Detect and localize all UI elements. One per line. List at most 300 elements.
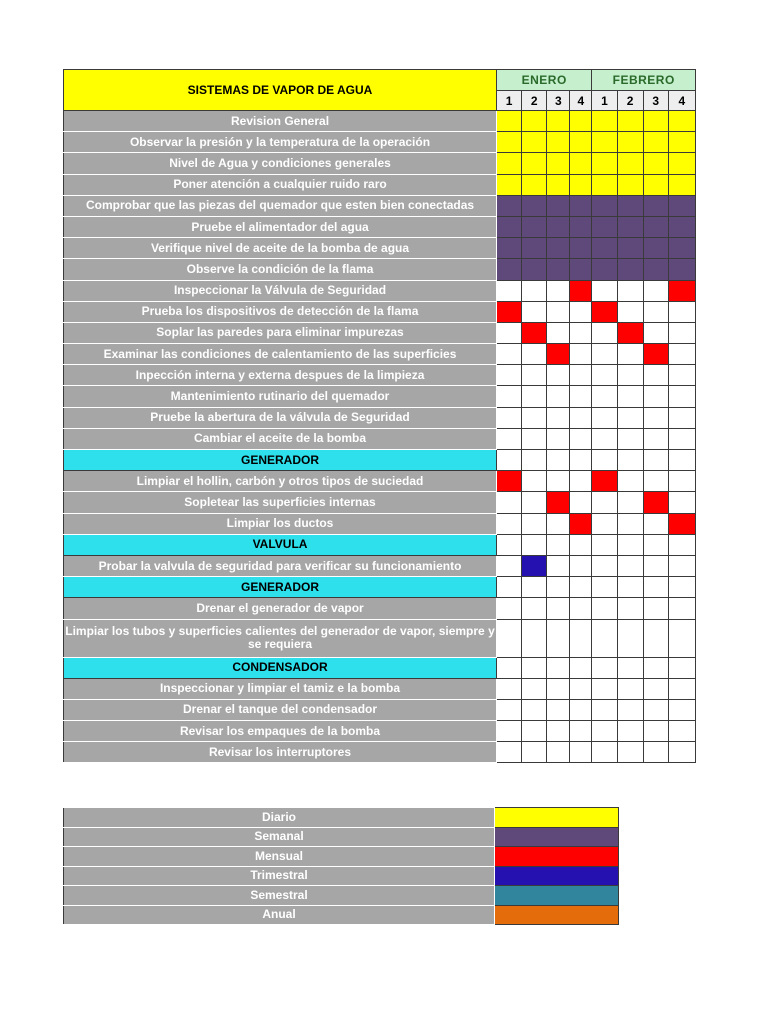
schedule-cell: [592, 132, 617, 153]
task-row: [64, 742, 696, 763]
schedule-cell: [668, 555, 695, 576]
task-row: [64, 111, 696, 132]
schedule-cell: [617, 471, 643, 492]
frequency-legend: [63, 807, 619, 925]
task-label: Examinar las condiciones de calentamiento de las superficies: [64, 344, 497, 365]
schedule-cell: [668, 721, 695, 742]
schedule-cell: [592, 301, 617, 322]
schedule-cell: [547, 428, 570, 449]
schedule-cell: [668, 259, 695, 280]
schedule-cell: [497, 742, 522, 763]
schedule-cell: [570, 407, 592, 428]
task-label: Comprobar que las piezas del quemador que esten bien conectadas: [64, 195, 497, 216]
section-label: GENERADOR: [64, 577, 497, 598]
schedule-cell: [592, 386, 617, 407]
schedule-cell: [497, 132, 522, 153]
task-row: [64, 153, 696, 174]
schedule-cell: [643, 742, 668, 763]
schedule-cell: [668, 471, 695, 492]
task-row: [64, 132, 696, 153]
legend-swatch: [495, 808, 619, 828]
schedule-cell: [547, 344, 570, 365]
task-row: [64, 471, 696, 492]
schedule-cell: [617, 657, 643, 678]
legend-label: Trimestral: [64, 866, 495, 886]
schedule-cell: [570, 344, 592, 365]
schedule-cell: [617, 344, 643, 365]
schedule-cell: [592, 216, 617, 237]
schedule-cell: [668, 111, 695, 132]
schedule-cell: [643, 471, 668, 492]
schedule-cell: [497, 344, 522, 365]
schedule-cell: [617, 322, 643, 343]
schedule-cell: [617, 555, 643, 576]
task-label: Pruebe el alimentador del agua: [64, 216, 497, 237]
schedule-cell: [547, 619, 570, 657]
schedule-cell: [570, 216, 592, 237]
schedule-cell: [643, 513, 668, 534]
schedule-cell: [570, 280, 592, 301]
schedule-cell: [570, 678, 592, 699]
schedule-cell: [570, 132, 592, 153]
schedule-cell: [668, 132, 695, 153]
schedule-cell: [497, 555, 522, 576]
schedule-cell: [497, 534, 522, 555]
schedule-cell: [570, 619, 592, 657]
schedule-cell: [643, 598, 668, 619]
section-header-row: [64, 450, 696, 471]
schedule-cell: [617, 174, 643, 195]
schedule-cell: [668, 238, 695, 259]
schedule-cell: [617, 238, 643, 259]
schedule-cell: [668, 619, 695, 657]
week-header: 4: [570, 91, 592, 111]
schedule-cell: [668, 699, 695, 720]
section-label: CONDENSADOR: [64, 657, 497, 678]
task-row: [64, 386, 696, 407]
schedule-cell: [643, 678, 668, 699]
schedule-cell: [643, 259, 668, 280]
schedule-cell: [643, 216, 668, 237]
schedule-cell: [522, 386, 547, 407]
schedule-cell: [592, 492, 617, 513]
schedule-cell: [668, 534, 695, 555]
legend-swatch: [495, 827, 619, 847]
schedule-cell: [668, 195, 695, 216]
schedule-cell: [592, 280, 617, 301]
schedule-cell: [522, 577, 547, 598]
task-row: [64, 721, 696, 742]
legend-swatch: [495, 905, 619, 925]
schedule-cell: [570, 577, 592, 598]
task-label: Limpiar los ductos: [64, 513, 497, 534]
schedule-cell: [592, 195, 617, 216]
schedule-cell: [592, 174, 617, 195]
section-header-row: [64, 657, 696, 678]
schedule-cell: [643, 280, 668, 301]
task-row: [64, 428, 696, 449]
schedule-cell: [592, 555, 617, 576]
schedule-cell: [617, 699, 643, 720]
schedule-cell: [547, 132, 570, 153]
section-label: VALVULA: [64, 534, 497, 555]
schedule-cell: [643, 365, 668, 386]
task-label: Prueba los dispositivos de detección de la flama: [64, 301, 497, 322]
schedule-cell: [547, 721, 570, 742]
schedule-cell: [497, 280, 522, 301]
schedule-cell: [570, 259, 592, 280]
legend-row: [64, 905, 619, 925]
week-header: 2: [522, 91, 547, 111]
schedule-cell: [570, 195, 592, 216]
schedule-cell: [592, 344, 617, 365]
schedule-cell: [668, 492, 695, 513]
schedule-cell: [497, 365, 522, 386]
schedule-cell: [497, 153, 522, 174]
schedule-cell: [570, 386, 592, 407]
task-row: [64, 259, 696, 280]
legend-row: [64, 827, 619, 847]
schedule-cell: [668, 322, 695, 343]
task-label: Drenar el generador de vapor: [64, 598, 497, 619]
schedule-cell: [617, 195, 643, 216]
schedule-cell: [570, 534, 592, 555]
task-label: Limpiar los tubos y superficies calientes del generador de vapor, siempre y se requiera: [64, 619, 497, 657]
schedule-cell: [522, 407, 547, 428]
schedule-cell: [570, 428, 592, 449]
schedule-cell: [497, 657, 522, 678]
task-label: Revisar los empaques de la bomba: [64, 721, 497, 742]
schedule-cell: [668, 577, 695, 598]
task-label: Limpiar el hollin, carbón y otros tipos de suciedad: [64, 471, 497, 492]
schedule-cell: [522, 344, 547, 365]
schedule-cell: [643, 492, 668, 513]
schedule-cell: [497, 577, 522, 598]
schedule-cell: [668, 365, 695, 386]
schedule-cell: [522, 534, 547, 555]
schedule-cell: [547, 195, 570, 216]
task-row: [64, 492, 696, 513]
schedule-cell: [570, 699, 592, 720]
schedule-cell: [617, 534, 643, 555]
schedule-cell: [668, 407, 695, 428]
schedule-cell: [522, 153, 547, 174]
schedule-cell: [592, 407, 617, 428]
week-header: 2: [617, 91, 643, 111]
schedule-cell: [570, 174, 592, 195]
schedule-cell: [522, 301, 547, 322]
legend-label: Mensual: [64, 847, 495, 867]
schedule-cell: [570, 111, 592, 132]
schedule-cell: [592, 598, 617, 619]
week-header: 3: [643, 91, 668, 111]
schedule-cell: [570, 742, 592, 763]
schedule-cell: [617, 132, 643, 153]
schedule-cell: [497, 471, 522, 492]
task-row: [64, 238, 696, 259]
legend-row: [64, 847, 619, 867]
schedule-cell: [522, 450, 547, 471]
schedule-cell: [617, 513, 643, 534]
schedule-cell: [570, 450, 592, 471]
schedule-cell: [497, 678, 522, 699]
legend-row: [64, 886, 619, 906]
week-header: 4: [668, 91, 695, 111]
schedule-cell: [497, 598, 522, 619]
schedule-cell: [522, 513, 547, 534]
schedule-cell: [617, 721, 643, 742]
schedule-cell: [570, 322, 592, 343]
schedule-cell: [617, 619, 643, 657]
legend-label: Semestral: [64, 886, 495, 906]
schedule-cell: [643, 344, 668, 365]
schedule-cell: [547, 657, 570, 678]
task-row: [64, 598, 696, 619]
schedule-cell: [522, 238, 547, 259]
schedule-cell: [547, 386, 570, 407]
schedule-cell: [592, 577, 617, 598]
schedule-cell: [668, 386, 695, 407]
schedule-cell: [617, 577, 643, 598]
schedule-cell: [547, 598, 570, 619]
legend-row: [64, 866, 619, 886]
schedule-cell: [547, 577, 570, 598]
schedule-cell: [522, 657, 547, 678]
schedule-cell: [497, 450, 522, 471]
schedule-cell: [643, 153, 668, 174]
schedule-cell: [668, 174, 695, 195]
schedule-cell: [547, 555, 570, 576]
schedule-cell: [592, 322, 617, 343]
schedule-cell: [547, 407, 570, 428]
task-row: [64, 407, 696, 428]
task-label: Inspeccionar la Válvula de Seguridad: [64, 280, 497, 301]
legend-swatch: [495, 886, 619, 906]
schedule-cell: [547, 513, 570, 534]
schedule-cell: [522, 428, 547, 449]
section-header-row: [64, 534, 696, 555]
schedule-cell: [643, 699, 668, 720]
schedule-cell: [668, 428, 695, 449]
legend-label: Diario: [64, 808, 495, 828]
schedule-cell: [592, 111, 617, 132]
schedule-cell: [592, 657, 617, 678]
schedule-cell: [570, 153, 592, 174]
schedule-cell: [547, 699, 570, 720]
schedule-cell: [547, 216, 570, 237]
schedule-cell: [643, 132, 668, 153]
legend-body: [64, 808, 619, 925]
task-row: [64, 619, 696, 657]
task-row: [64, 365, 696, 386]
maintenance-schedule-table: [63, 69, 696, 763]
schedule-cell: [522, 555, 547, 576]
schedule-cell: [497, 721, 522, 742]
schedule-cell: [522, 365, 547, 386]
schedule-cell: [522, 492, 547, 513]
schedule-cell: [617, 598, 643, 619]
task-label: Pruebe la abertura de la válvula de Seguridad: [64, 407, 497, 428]
schedule-cell: [592, 428, 617, 449]
schedule-cell: [643, 238, 668, 259]
schedule-cell: [668, 678, 695, 699]
schedule-cell: [668, 280, 695, 301]
task-row: [64, 195, 696, 216]
schedule-cell: [643, 577, 668, 598]
schedule-cell: [592, 153, 617, 174]
legend-label: Semanal: [64, 827, 495, 847]
schedule-cell: [547, 238, 570, 259]
month-enero: ENERO: [497, 70, 592, 91]
task-label: Nivel de Agua y condiciones generales: [64, 153, 497, 174]
task-label: Inpección interna y externa despues de la limpieza: [64, 365, 497, 386]
week-header: 1: [592, 91, 617, 111]
schedule-cell: [522, 322, 547, 343]
schedule-cell: [643, 450, 668, 471]
schedule-cell: [617, 301, 643, 322]
schedule-cell: [617, 428, 643, 449]
task-label: Soplar las paredes para eliminar impurezas: [64, 322, 497, 343]
task-label: Mantenimiento rutinario del quemador: [64, 386, 497, 407]
schedule-cell: [497, 428, 522, 449]
task-row: [64, 301, 696, 322]
task-label: Inspeccionar y limpiar el tamiz e la bomba: [64, 678, 497, 699]
task-label: Drenar el tanque del condensador: [64, 699, 497, 720]
schedule-cell: [522, 699, 547, 720]
schedule-cell: [643, 174, 668, 195]
schedule-cell: [522, 132, 547, 153]
schedule-cell: [497, 301, 522, 322]
schedule-cell: [547, 322, 570, 343]
schedule-cell: [547, 534, 570, 555]
task-label: Revisar los interruptores: [64, 742, 497, 763]
section-label: GENERADOR: [64, 450, 497, 471]
schedule-cell: [592, 238, 617, 259]
schedule-cell: [668, 344, 695, 365]
schedule-cell: [522, 111, 547, 132]
schedule-cell: [522, 195, 547, 216]
schedule-cell: [570, 492, 592, 513]
schedule-cell: [643, 322, 668, 343]
schedule-cell: [570, 471, 592, 492]
schedule-cell: [497, 322, 522, 343]
schedule-cell: [522, 216, 547, 237]
task-label: Observe la condición de la flama: [64, 259, 497, 280]
schedule-cell: [547, 492, 570, 513]
schedule-cell: [643, 657, 668, 678]
task-row: [64, 322, 696, 343]
schedule-cell: [668, 598, 695, 619]
schedule-cell: [522, 742, 547, 763]
schedule-cell: [592, 513, 617, 534]
schedule-cell: [592, 365, 617, 386]
schedule-cell: [547, 742, 570, 763]
schedule-cell: [497, 259, 522, 280]
schedule-cell: [617, 153, 643, 174]
table-title: SISTEMAS DE VAPOR DE AGUA: [64, 70, 497, 111]
schedule-cell: [643, 301, 668, 322]
schedule-cell: [617, 450, 643, 471]
schedule-cell: [497, 699, 522, 720]
schedule-cell: [617, 678, 643, 699]
schedule-cell: [547, 365, 570, 386]
schedule-cell: [497, 386, 522, 407]
schedule-cell: [592, 471, 617, 492]
legend-swatch: [495, 866, 619, 886]
schedule-cell: [592, 678, 617, 699]
legend-label: Anual: [64, 905, 495, 925]
task-label: Verifique nivel de aceite de la bomba de agua: [64, 238, 497, 259]
schedule-cell: [643, 534, 668, 555]
schedule-cell: [643, 619, 668, 657]
schedule-cell: [547, 678, 570, 699]
schedule-cell: [522, 678, 547, 699]
schedule-cell: [668, 301, 695, 322]
legend-swatch: [495, 847, 619, 867]
schedule-cell: [617, 280, 643, 301]
schedule-cell: [497, 619, 522, 657]
schedule-cell: [617, 365, 643, 386]
task-row: [64, 216, 696, 237]
schedule-cell: [617, 386, 643, 407]
schedule-cell: [643, 407, 668, 428]
section-header-row: [64, 577, 696, 598]
schedule-cell: [522, 619, 547, 657]
schedule-cell: [522, 721, 547, 742]
task-label: Poner atención a cualquier ruido raro: [64, 174, 497, 195]
schedule-cell: [643, 555, 668, 576]
month-febrero: FEBRERO: [592, 70, 696, 91]
schedule-cell: [570, 721, 592, 742]
schedule-cell: [592, 742, 617, 763]
schedule-body: [64, 70, 696, 763]
task-row: [64, 699, 696, 720]
task-label: Cambiar el aceite de la bomba: [64, 428, 497, 449]
schedule-cell: [497, 111, 522, 132]
legend-row: [64, 808, 619, 828]
schedule-cell: [497, 174, 522, 195]
schedule-cell: [668, 657, 695, 678]
week-header: 1: [497, 91, 522, 111]
schedule-cell: [592, 699, 617, 720]
schedule-cell: [592, 450, 617, 471]
schedule-cell: [643, 721, 668, 742]
schedule-cell: [547, 280, 570, 301]
schedule-cell: [570, 365, 592, 386]
schedule-cell: [643, 195, 668, 216]
schedule-cell: [547, 259, 570, 280]
schedule-cell: [522, 471, 547, 492]
schedule-cell: [617, 216, 643, 237]
schedule-cell: [592, 534, 617, 555]
week-header: 3: [547, 91, 570, 111]
schedule-cell: [617, 492, 643, 513]
schedule-cell: [497, 238, 522, 259]
schedule-cell: [547, 301, 570, 322]
schedule-cell: [547, 450, 570, 471]
schedule-cell: [668, 450, 695, 471]
task-row: [64, 280, 696, 301]
schedule-cell: [592, 721, 617, 742]
schedule-cell: [497, 195, 522, 216]
schedule-cell: [522, 598, 547, 619]
schedule-cell: [617, 742, 643, 763]
month-header-row: [64, 70, 696, 91]
task-label: Revision General: [64, 111, 497, 132]
task-row: [64, 513, 696, 534]
schedule-cell: [522, 259, 547, 280]
schedule-cell: [643, 111, 668, 132]
